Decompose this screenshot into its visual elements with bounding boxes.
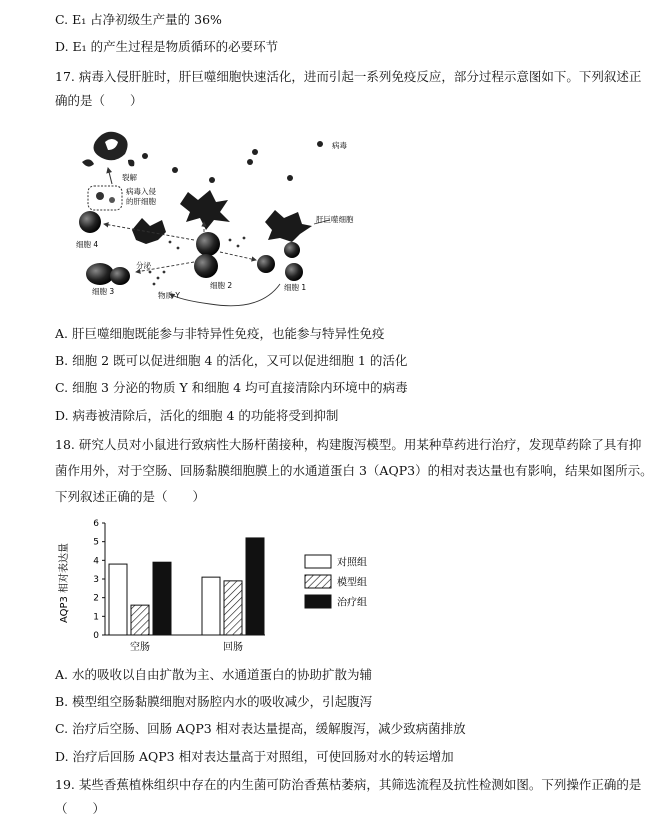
legend-swatch-治疗组: [305, 595, 331, 608]
activation-arrows: [104, 222, 256, 272]
y-tick-label: 0: [93, 631, 99, 641]
cell-4: [79, 211, 101, 233]
label-macrophage: 肝巨噬细胞: [316, 215, 354, 224]
bar-治疗组-空肠: [153, 562, 171, 635]
cell-1c: [284, 242, 300, 258]
cell-1b: [285, 263, 303, 281]
bar-模型组-回肠: [224, 581, 242, 635]
legend-swatch-对照组: [305, 555, 331, 568]
chart-bars: [109, 538, 264, 635]
virus-particles: [142, 141, 323, 183]
legend-swatch-模型组: [305, 575, 331, 588]
bar-模型组-空肠: [131, 605, 149, 635]
q19-stem-line2: （ ）: [55, 801, 106, 816]
label-lysis: 裂解: [122, 173, 137, 182]
lysed-cell-fragments: [82, 132, 134, 167]
q17-option-b: B. 细胞 2 既可以促进细胞 4 的活化，又可以促进细胞 1 的活化: [55, 353, 408, 368]
y-tick-label: 4: [93, 556, 99, 567]
q17-stem-line1: 17. 病毒入侵肝脏时，肝巨噬细胞快速活化，进而引起一系列免疫反应，部分过程示意图如下。下列叙述正: [55, 69, 642, 84]
q18-option-a: A. 水的吸收以自由扩散为主、水通道蛋白的协助扩散为辅: [55, 667, 372, 682]
bar-治疗组-回肠: [246, 538, 264, 635]
infected-liver-cell: [88, 186, 122, 210]
q17-option-a: A. 肝巨噬细胞既能参与非特异性免疫，也能参与特异性免疫: [55, 326, 385, 341]
bar-对照组-回肠: [202, 577, 220, 635]
q19-stem-line1: 19. 某些香蕉植株组织中存在的内生菌可防治香蕉枯萎病，其筛选流程及抗性检测如图。下列操作正确的是: [55, 777, 642, 792]
q18-option-c: C. 治疗后空肠、回肠 AQP3 相对表达量提高，缓解腹泻，减少致病菌排放: [55, 721, 466, 736]
q18-stem-line2: 菌作用外，对于空肠、回肠黏膜细胞膜上的水通道蛋白 3（AQP3）的相对表达量也有影响，结果如图所示。: [55, 463, 653, 478]
arrow-lysis: [108, 168, 112, 184]
y-tick-label: 2: [93, 593, 99, 604]
chart-ylabel: AQP3 相对表达量: [59, 542, 70, 624]
chart-categories: [130, 640, 243, 653]
label-infected2: 的肝细胞: [126, 197, 156, 206]
chart-legend: [305, 555, 367, 609]
legend-label: 模型组: [337, 577, 367, 589]
label-cell1: 细胞 1: [284, 283, 307, 292]
label-infected: 病毒入侵: [126, 187, 156, 196]
label-virus: 病毒: [332, 141, 347, 150]
cell-2b: [194, 254, 218, 278]
label-secrete: 分泌: [136, 261, 151, 270]
y-tick-label: 5: [93, 537, 99, 548]
q18-option-b: B. 模型组空肠黏膜细胞对肠腔内水的吸收减少，引起腹泻: [55, 694, 373, 709]
cell-1a: [257, 255, 275, 273]
macrophages: [132, 190, 312, 244]
y-tick-label: 3: [93, 575, 99, 585]
immune-response-diagram: [70, 122, 360, 312]
category-label: 回肠: [223, 642, 243, 653]
label-substance-y: 物质 Y: [158, 291, 180, 300]
label-cell4: 细胞 4: [76, 240, 99, 249]
chart-yticks: [93, 519, 105, 641]
legend-label: 对照组: [337, 557, 367, 569]
q16-option-d: D. E₁ 的产生过程是物质循环的必要环节: [55, 39, 279, 54]
q18-stem-line3: 下列叙述正确的是（ ）: [55, 489, 206, 504]
q16-option-c: C. E₁ 占净初级生产量的 36%: [55, 12, 222, 27]
cell-3b: [110, 267, 130, 285]
aqp3-bar-chart: [55, 515, 395, 660]
q17-stem-line2: 确的是（ ）: [55, 93, 143, 108]
y-tick-label: 1: [93, 612, 99, 623]
cell-3: [86, 263, 114, 285]
q18-option-d: D. 治疗后回肠 AQP3 相对表达量高于对照组，可使回肠对水的转运增加: [55, 749, 454, 764]
q17-option-c: C. 细胞 3 分泌的物质 Y 和细胞 4 均可直接清除内环境中的病毒: [55, 380, 408, 395]
label-cell2: 细胞 2: [210, 281, 233, 290]
label-cell3: 细胞 3: [92, 287, 115, 296]
category-label: 空肠: [130, 642, 150, 653]
legend-label: 治疗组: [337, 597, 367, 609]
q18-stem-line1: 18. 研究人员对小鼠进行致病性大肠杆菌接种，构建腹泻模型。用某种草药进行治疗，发现草药除了具有抑: [55, 437, 642, 452]
cell-2: [196, 232, 220, 256]
bar-对照组-空肠: [109, 564, 127, 635]
q17-option-d: D. 病毒被清除后，活化的细胞 4 的功能将受到抑制: [55, 408, 339, 423]
y-tick-label: 6: [93, 519, 99, 529]
